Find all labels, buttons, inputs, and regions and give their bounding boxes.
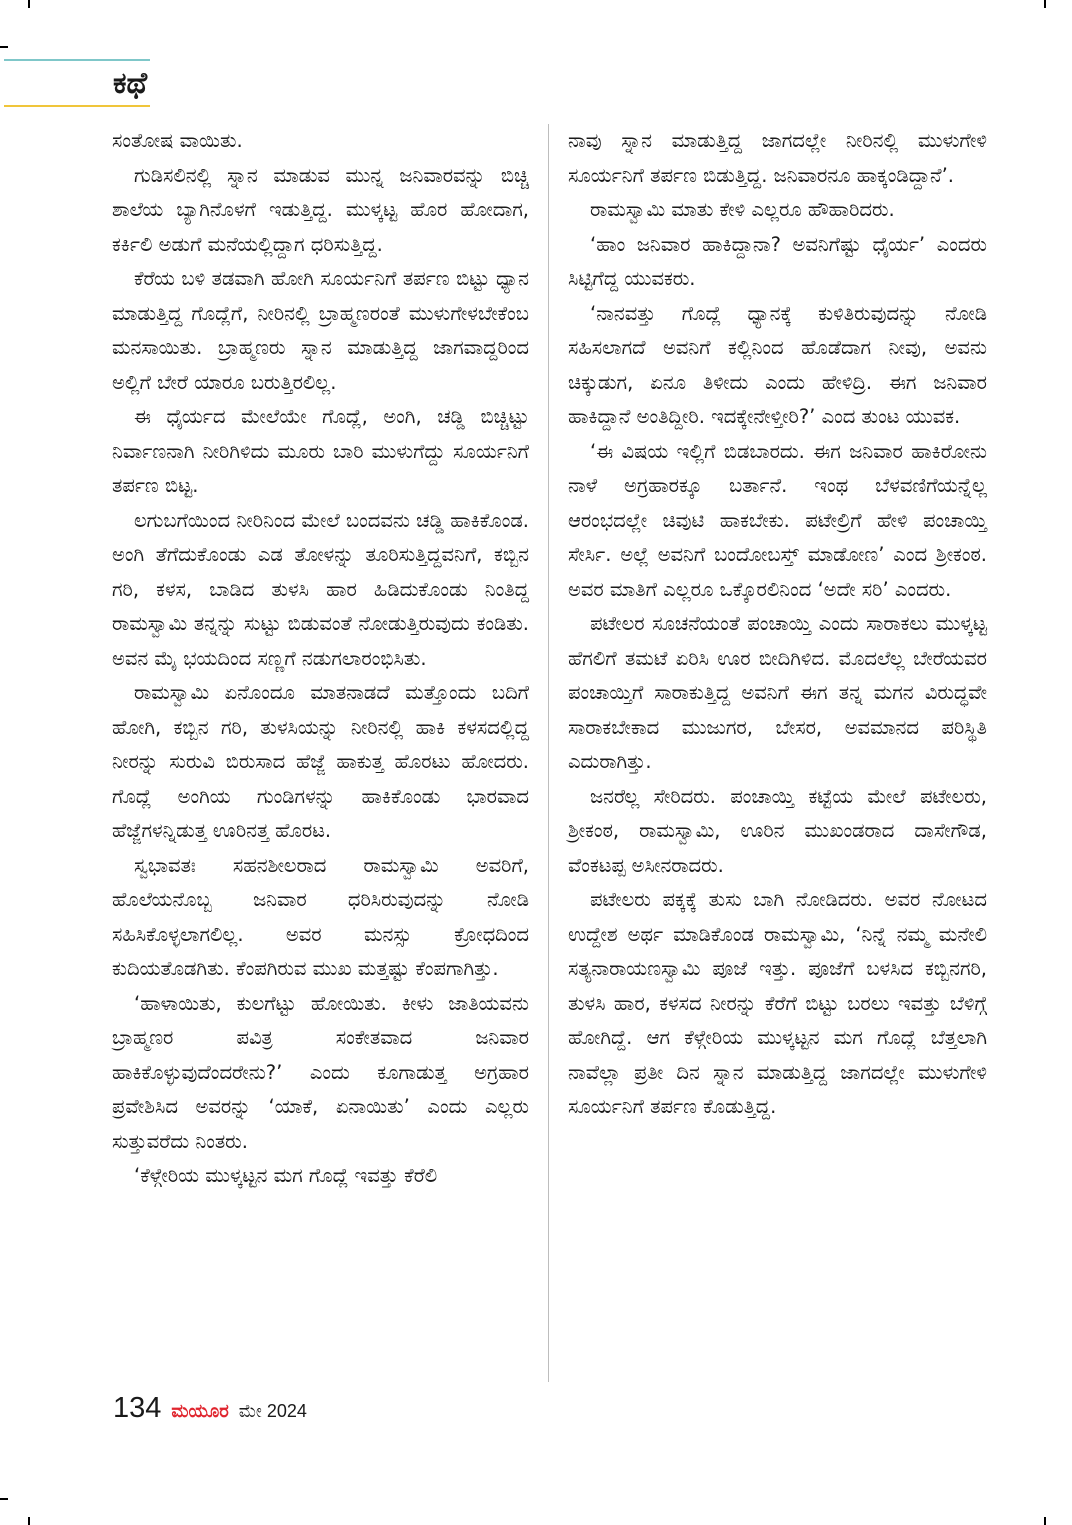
page-footer	[113, 1392, 307, 1428]
paragraph: ಸಂತೋಷ ವಾಯಿತು.	[112, 129, 243, 152]
crop-mark-left-upper	[0, 46, 8, 48]
paragraph: ರಾಮಸ್ವಾಮಿ ಏನೊಂದೂ ಮಾತನಾಡದೆ ಮತ್ತೊಂದು ಬದಿಗೆ ಹೋಗಿ, ಕಬ್ಬಿನ ಗರಿ, ತುಳಸಿಯನ್ನು ನೀರಿನಲ್ಲಿ ಹಾಕಿ ಕಳಸದಲ್ಲಿದ್ದ ನೀರನ್ನು ಸುರುವಿ ಬಿರುಸಾದ ಹೆಜ್ಜೆ ಹಾಕುತ್ತ ಹೊರಟು ಹೋದರು. ಗೊದ್ಲೆ ಅಂಗಿಯ ಗುಂಡಿಗಳನ್ನು ಹಾಕಿಕೊಂಡು ಭಾರವಾದ ಹೆಜ್ಜೆಗಳನ್ನಿಡುತ್ತ ಊರಿನತ್ತ ಹೊರಟ.	[112, 681, 529, 842]
paragraph: ‘ಹಾಳಾಯಿತು, ಕುಲಗೆಟ್ಟು ಹೋಯಿತು. ಕೀಳು ಜಾತಿಯವನು ಬ್ರಾಹ್ಮಣರ ಪವಿತ್ರ ಸಂಕೇತವಾದ ಜನಿವಾರ ಹಾಕಿಕೊಳ್ಳುವುದೆಂದರೇನು?’ ಎಂದು ಕೂಗಾಡುತ್ತ ಅಗ್ರಹಾರ ಪ್ರವೇಶಿಸಿದ ಅವರನ್ನು ‘ಯಾಕೆ, ಏನಾಯಿತು’ ಎಂದು ಎಲ್ಲರು ಸುತ್ತುವರೆದು ನಿಂತರು.	[112, 991, 529, 1153]
paragraph: ಪಟೇಲರು ಪಕ್ಕಕ್ಕೆ ತುಸು ಬಾಗಿ ನೋಡಿದರು. ಅವರ ನೋಟದ ಉದ್ದೇಶ ಅರ್ಥ ಮಾಡಿಕೊಂಡ ರಾಮಸ್ವಾಮಿ, ‘ನಿನ್ನೆ ನಮ್ಮ ಮನೇಲಿ ಸತ್ಯನಾರಾಯಣಸ್ವಾಮಿ ಪೂಜೆ ಇತ್ತು. ಪೂಜೆಗೆ ಬಳಸಿದ ಕಬ್ಬಿನಗರಿ, ತುಳಸಿ ಹಾರ, ಕಳಸದ ನೀರನ್ನು ಕೆರೆಗೆ ಬಿಟ್ಟು ಬರಲು ಇವತ್ತು ಬೆಳಿಗ್ಗೆ ಹೋಗಿದ್ದೆ. ಆಗ ಕೆಳ್ಗೇರಿಯ ಮುಳ್ಕಟ್ಟನ ಮಗ ಗೊದ್ಲೆ ಬೆತ್ತಲಾಗಿ ನಾವೆಲ್ಲಾ ಪ್ರತೀ ದಿನ ಸ್ನಾನ ಮಾಡುತ್ತಿದ್ದ ಜಾಗದಲ್ಲೇ ಮುಳುಗೇಳಿ ಸೂರ್ಯನಿಗೆ ತರ್ಪಣ ಕೊಡುತ್ತಿದ್ದ.	[568, 888, 987, 1118]
paragraph: ‘ನಾನವತ್ತು ಗೊದ್ಲೆ ಧ್ಯಾನಕ್ಕೆ ಕುಳಿತಿರುವುದನ್ನು ನೋಡಿ ಸಹಿಸಲಾಗದೆ ಅವನಿಗೆ ಕಲ್ಲಿನಿಂದ ಹೊಡೆದಾಗ ನೀವು, ಅವನು ಚಿಕ್ಕುಡುಗ, ಏನೂ ತಿಳೀದು ಎಂದು ಹೇಳಿದ್ರಿ. ಈಗ ಜನಿವಾರ ಹಾಕಿದ್ದಾನೆ ಅಂತಿದ್ದೀರಿ. ಇದಕ್ಕೇನೇಳ್ತೀರಿ?’ ಎಂದ ತುಂಟ ಯುವಕ.	[568, 301, 987, 428]
left-column	[112, 124, 529, 1194]
crop-mark-bottom-left	[28, 1517, 30, 1525]
paragraph: ಜನರೆಲ್ಲ ಸೇರಿದರು. ಪಂಚಾಯ್ತಿ ಕಟ್ಟೆಯ ಮೇಲೆ ಪಟೇಲರು, ಶ್ರೀಕಂಠ, ರಾಮಸ್ವಾಮಿ, ಊರಿನ ಮುಖಂಡರಾದ ದಾಸೇಗೌಡ, ವೆಂಕಟಪ್ಪ ಅಸೀನರಾದರು.	[568, 784, 987, 877]
paragraph: ಗುಡಿಸಲಿನಲ್ಲಿ ಸ್ನಾನ ಮಾಡುವ ಮುನ್ನ ಜನಿವಾರವನ್ನು ಬಿಚ್ಚಿ ಶಾಲೆಯ ಬ್ಯಾಗಿನೊಳಗೆ ಇಡುತ್ತಿದ್ದ. ಮುಳ್ಕಟ್ಟ ಹೊರ ಹೋದಾಗ, ಕರ್ಕಿಲಿ ಅಡುಗೆ ಮನೆಯಲ್ಲಿದ್ದಾಗ ಧರಿಸುತ್ತಿದ್ದ.	[112, 163, 529, 256]
section-title: ಕಥೆ	[113, 66, 148, 101]
crop-mark-left-lower	[0, 1498, 8, 1500]
crop-mark-bottom-right	[1044, 1517, 1046, 1525]
page-number: 134	[113, 1392, 162, 1424]
paragraph: ‘ಹಾಂ ಜನಿವಾರ ಹಾಕಿದ್ದಾನಾ? ಅವನಿಗೆಷ್ಟು ಧೈರ್ಯ’ ಎಂದರು ಸಿಟ್ಟಿಗೆದ್ದ ಯುವಕರು.	[568, 232, 987, 290]
column-divider	[548, 124, 549, 1382]
right-column	[568, 124, 987, 1125]
paragraph: ಪಟೇಲರ ಸೂಚನೆಯಂತೆ ಪಂಚಾಯ್ತಿ ಎಂದು ಸಾರಾಕಲು ಮುಳ್ಕಟ್ಟ ಹೆಗಲಿಗೆ ತಮಟೆ ಏರಿಸಿ ಊರ ಬೀದಿಗಿಳಿದ. ಮೊದಲೆಲ್ಲ ಬೇರೆಯವರ ಪಂಚಾಯ್ತಿಗೆ ಸಾರಾಕುತ್ತಿದ್ದ ಅವನಿಗೆ ಈಗ ತನ್ನ ಮಗನ ವಿರುದ್ಧವೇ ಸಾರಾಕಬೇಕಾದ ಮುಜುಗರ, ಬೇಸರ, ಅವಮಾನದ ಪರಿಸ್ಥಿತಿ ಎದುರಾಗಿತ್ತು.	[568, 612, 987, 773]
paragraph: ಈ ಧೈರ್ಯದ ಮೇಲೆಯೇ ಗೊದ್ಲೆ, ಅಂಗಿ, ಚಡ್ಡಿ ಬಿಚ್ಚಿಟ್ಟು ನಿರ್ವಾಣನಾಗಿ ನೀರಿಗಿಳಿದು ಮೂರು ಬಾರಿ ಮುಳುಗೆದ್ದು ಸೂರ್ಯನಿಗೆ ತರ್ಪಣ ಬಿಟ್ಟ.	[112, 405, 529, 497]
paragraph: ಸ್ವಭಾವತಃ ಸಹನಶೀಲರಾದ ರಾಮಸ್ವಾಮಿ ಅವರಿಗೆ, ಹೊಲೆಯನೊಬ್ಬ ಜನಿವಾರ ಧರಿಸಿರುವುದನ್ನು ನೋಡಿ ಸಹಿಸಿಕೊಳ್ಳಲಾಗಲಿಲ್ಲ. ಅವರ ಮನಸ್ಸು ಕ್ರೋಧದಿಂದ ಕುದಿಯತೊಡಗಿತು. ಕೆಂಪಗಿರುವ ಮುಖ ಮತ್ತಷ್ಟು ಕೆಂಪಗಾಗಿತ್ತು.	[112, 853, 529, 980]
issue-date: ಮೇ 2024	[238, 1401, 307, 1421]
paragraph: ನಾವು ಸ್ನಾನ ಮಾಡುತ್ತಿದ್ದ ಜಾಗದಲ್ಲೇ ನೀರಿನಲ್ಲಿ ಮುಳುಗೇಳಿ ಸೂರ್ಯನಿಗೆ ತರ್ಪಣ ಬಿಡುತ್ತಿದ್ದ. ಜನಿವಾರನೂ ಹಾಕ್ಕಂಡಿದ್ದಾನೆ’.	[568, 129, 987, 187]
paragraph: ‘ಕೆಳ್ಗೇರಿಯ ಮುಳ್ಕಟ್ಟನ ಮಗ ಗೊದ್ಲೆ ಇವತ್ತು ಕೆರೆಲಿ	[134, 1164, 438, 1187]
crop-mark-top-right	[1044, 0, 1046, 8]
paragraph: ಕೆರೆಯ ಬಳಿ ತಡವಾಗಿ ಹೋಗಿ ಸೂರ್ಯನಿಗೆ ತರ್ಪಣ ಬಿಟ್ಟು ಧ್ಯಾನ ಮಾಡುತ್ತಿದ್ದ ಗೊದ್ಲೆಗೆ, ನೀರಿನಲ್ಲಿ ಬ್ರಾಹ್ಮಣರಂತೆ ಮುಳುಗೇಳಬೇಕೆಂಬ ಮನಸಾಯಿತು. ಬ್ರಾಹ್ಮಣರು ಸ್ನಾನ ಮಾಡುತ್ತಿದ್ದ ಜಾಗವಾದ್ದರಿಂದ ಅಲ್ಲಿಗೆ ಬೇರೆ ಯಾರೂ ಬರುತ್ತಿರಲಿಲ್ಲ.	[112, 267, 529, 394]
paragraph: ಲಗುಬಗೆಯಿಂದ ನೀರಿನಿಂದ ಮೇಲೆ ಬಂದವನು ಚಡ್ಡಿ ಹಾಕಿಕೊಂಡ. ಅಂಗಿ ತೆಗೆದುಕೊಂಡು ಎಡ ತೋಳನ್ನು ತೂರಿಸುತ್ತಿದ್ದವನಿಗೆ, ಕಬ್ಬಿನ ಗರಿ, ಕಳಸ, ಬಾಡಿದ ತುಳಸಿ ಹಾರ ಹಿಡಿದುಕೊಂಡು ನಿಂತಿದ್ದ ರಾಮಸ್ವಾಮಿ ತನ್ನನ್ನು ಸುಟ್ಟು ಬಿಡುವಂತೆ ನೋಡುತ್ತಿರುವುದು ಕಂಡಿತು. ಅವನ ಮೈ ಭಯದಿಂದ ಸಣ್ಣಗೆ ನಡುಗಲಾರಂಭಿಸಿತು.	[112, 508, 529, 670]
section-rule-bottom	[4, 105, 150, 107]
paragraph: ರಾಮಸ್ವಾಮಿ ಮಾತು ಕೇಳಿ ಎಲ್ಲರೂ ಹೌಹಾರಿದರು.	[590, 198, 895, 221]
paragraph: ‘ಈ ವಿಷಯ ಇಲ್ಲಿಗೆ ಬಿಡಬಾರದು. ಈಗ ಜನಿವಾರ ಹಾಕಿರೋನು ನಾಳೆ ಅಗ್ರಹಾರಕ್ಕೂ ಬರ್ತಾನೆ. ಇಂಥ ಬೆಳವಣಿಗೆಯನ್ನೆಲ್ಲ ಆರಂಭದಲ್ಲೇ ಚಿವುಟಿ ಹಾಕಬೇಕು. ಪಟೇಲ್ರಿಗೆ ಹೇಳಿ ಪಂಚಾಯ್ತಿ ಸೇರ್ಸಿ. ಅಲ್ಲೆ ಅವನಿಗೆ ಬಂದೋಬಸ್ತ್ ಮಾಡೋಣ’ ಎಂದ ಶ್ರೀಕಂಠ. ಅವರ ಮಾತಿಗೆ ಎಲ್ಲರೂ ಒಕ್ಕೊರಲಿನಿಂದ ‘ಅದೇ ಸರಿ’ ಎಂದರು.	[568, 439, 987, 601]
magazine-logo: ಮಯೂರ	[171, 1401, 229, 1422]
section-rule-top	[4, 59, 150, 61]
crop-mark-top-left	[28, 0, 30, 8]
